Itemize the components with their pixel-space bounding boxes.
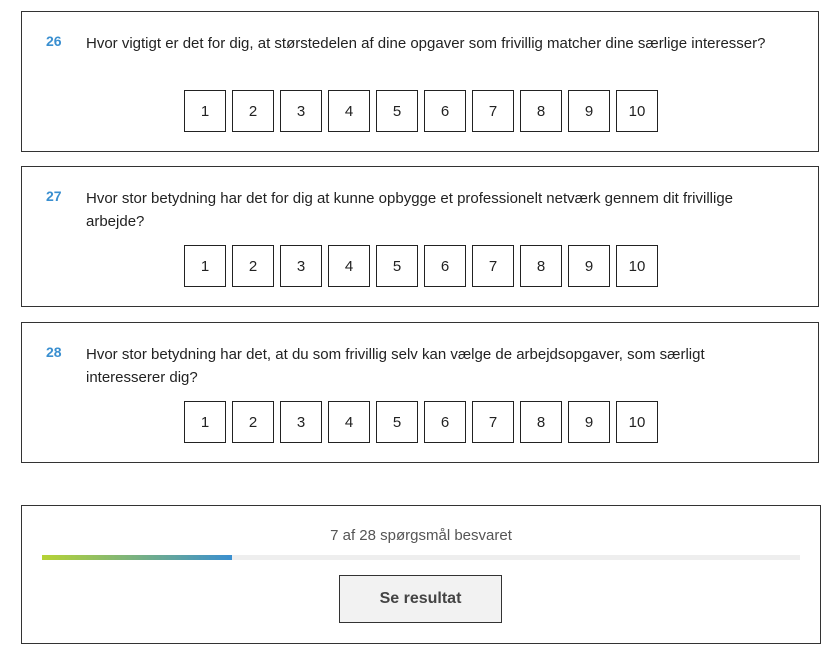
rating-option-9[interactable]: 9 — [568, 245, 610, 287]
rating-option-1[interactable]: 1 — [184, 401, 226, 443]
rating-option-6[interactable]: 6 — [424, 245, 466, 287]
rating-option-5[interactable]: 5 — [376, 401, 418, 443]
rating-option-10[interactable]: 10 — [616, 245, 658, 287]
rating-option-2[interactable]: 2 — [232, 90, 274, 132]
progress-label: 7 af 28 spørgsmål besvaret — [330, 527, 512, 544]
progress-panel — [21, 505, 821, 644]
rating-option-9[interactable]: 9 — [568, 401, 610, 443]
rating-option-1[interactable]: 1 — [184, 245, 226, 287]
question-number: 27 — [46, 188, 62, 204]
rating-option-7[interactable]: 7 — [472, 90, 514, 132]
rating-option-4[interactable]: 4 — [328, 401, 370, 443]
rating-option-4[interactable]: 4 — [328, 90, 370, 132]
rating-option-8[interactable]: 8 — [520, 401, 562, 443]
rating-option-8[interactable]: 8 — [520, 90, 562, 132]
rating-option-3[interactable]: 3 — [280, 245, 322, 287]
rating-scale — [184, 245, 658, 287]
rating-option-1[interactable]: 1 — [184, 90, 226, 132]
question-text: Hvor stor betydning har det for dig at kunne opbygge et professionelt netværk gennem dit frivillige arbejde? — [86, 190, 734, 230]
question-text: Hvor stor betydning har det, at du som frivillig selv kan vælge de arbejdsopgaver, som særligt interesserer dig? — [86, 346, 705, 386]
rating-option-10[interactable]: 10 — [616, 401, 658, 443]
rating-option-4[interactable]: 4 — [328, 245, 370, 287]
question-card-26 — [21, 11, 819, 152]
rating-option-7[interactable]: 7 — [472, 401, 514, 443]
rating-option-7[interactable]: 7 — [472, 245, 514, 287]
see-result-button[interactable]: Se resultat — [339, 575, 502, 623]
rating-option-6[interactable]: 6 — [424, 90, 466, 132]
rating-scale — [184, 401, 658, 443]
rating-scale — [184, 90, 658, 132]
rating-option-2[interactable]: 2 — [232, 401, 274, 443]
rating-option-2[interactable]: 2 — [232, 245, 274, 287]
question-number: 26 — [46, 33, 62, 49]
rating-option-3[interactable]: 3 — [280, 90, 322, 132]
progress-bar-fill — [42, 555, 232, 560]
rating-option-8[interactable]: 8 — [520, 245, 562, 287]
rating-option-10[interactable]: 10 — [616, 90, 658, 132]
rating-option-5[interactable]: 5 — [376, 90, 418, 132]
progress-bar — [42, 555, 800, 560]
rating-option-3[interactable]: 3 — [280, 401, 322, 443]
question-card-28 — [21, 322, 819, 463]
rating-option-5[interactable]: 5 — [376, 245, 418, 287]
rating-option-9[interactable]: 9 — [568, 90, 610, 132]
question-number: 28 — [46, 344, 62, 360]
question-card-27 — [21, 166, 819, 307]
question-text: Hvor vigtigt er det for dig, at størstedelen af dine opgaver som frivillig matcher dine særlige interesser? — [86, 35, 766, 52]
rating-option-6[interactable]: 6 — [424, 401, 466, 443]
